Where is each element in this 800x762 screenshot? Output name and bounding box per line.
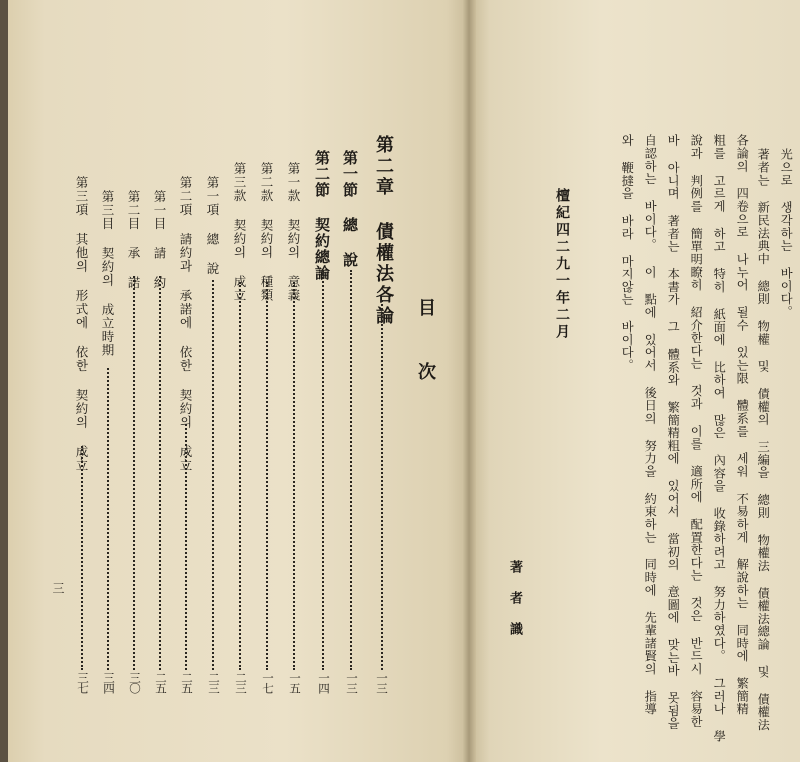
page-number: 三 bbox=[51, 582, 65, 594]
preface-date: 檀紀四二九一年二月 bbox=[554, 188, 570, 341]
preface-line: 와 鞭撻을 바라 마지않는 바이다。 bbox=[620, 134, 635, 372]
toc-leader-dots bbox=[322, 270, 324, 670]
toc-leader-dots bbox=[185, 424, 187, 670]
toc-page-number: 二五 bbox=[154, 672, 168, 693]
toc-page-number: 一三 bbox=[375, 672, 389, 693]
toc-leader-dots bbox=[81, 446, 83, 670]
preface-line: 著者는 新民法典中 總則 物權 및 債權의 三編을 總則 物權法 債權法總論 및 債權法 bbox=[756, 148, 771, 731]
toc-page-number: 二三 bbox=[207, 672, 221, 693]
toc-entry-label: 第二章 債權法各論 bbox=[373, 135, 394, 327]
toc-entry-label: 第二款 契約의 種類 bbox=[259, 162, 274, 302]
toc-leader-dots bbox=[381, 300, 383, 670]
toc-page-number: 一四 bbox=[317, 672, 331, 693]
toc-title: 目次 bbox=[415, 298, 436, 426]
toc-entry-label: 第二節 契約總論 bbox=[313, 150, 331, 281]
toc-entry-label: 第二項 請約과 承諾에 依한 契約의 成立 bbox=[178, 176, 193, 472]
toc-entry-label: 第三目 契約의 成立時期 bbox=[100, 190, 115, 357]
toc-leader-dots bbox=[107, 368, 109, 670]
toc-leader-dots bbox=[159, 276, 161, 670]
toc-page-number: 一七 bbox=[261, 672, 275, 693]
preface-line: 自認하는 바이다。 이 點에 있어서 後日의 努力을 約束하는 同時에 先輩諸賢의 指導 bbox=[643, 134, 658, 716]
toc-leader-dots bbox=[133, 276, 135, 670]
toc-entry-label: 第三項 其他의 形式에 依한 契約의 成立 bbox=[74, 176, 89, 472]
preface-line: 粗를 고르게 하고 特히 紙面에 比하여 많은 內容을 收錄하려고 努力하였다。 그러나 學 bbox=[712, 134, 727, 743]
book-edge bbox=[0, 0, 8, 762]
preface-signature: 著者識 bbox=[507, 560, 522, 653]
toc-entry-label: 第一項 總 說 bbox=[205, 176, 220, 276]
toc-leader-dots bbox=[266, 282, 268, 670]
toc-page-number: 三四 bbox=[102, 672, 116, 693]
toc-leader-dots bbox=[239, 282, 241, 670]
toc-entry-label: 第一款 契約의 意義 bbox=[286, 162, 301, 302]
preface-line: 說과 判例를 簡單明瞭히 紹介한다는 것과 이를 適所에 配置한다는 것은 반드시 容易한 bbox=[689, 134, 704, 728]
book-gutter bbox=[462, 0, 476, 762]
toc-entry-label: 第三款 契約의 成立 bbox=[232, 162, 247, 302]
preface-line: 바 아니며 著者는 本書가 그 體系와 繁簡精粗에 있어서 當初의 意圖에 맞는바 못됨을 bbox=[666, 134, 681, 730]
toc-leader-dots bbox=[293, 282, 295, 670]
toc-page-number: 三〇 bbox=[128, 672, 142, 693]
toc-entry-label: 第一節 總 說 bbox=[341, 150, 359, 268]
toc-entry-label: 第一目 請 約 bbox=[152, 190, 167, 290]
toc-page-number: 一三 bbox=[345, 672, 359, 693]
toc-page-number: 二五 bbox=[180, 672, 194, 693]
preface-line: 光으로 생각하는 바이다。 bbox=[779, 148, 794, 318]
toc-entry-label: 第二目 承 諾 bbox=[126, 190, 141, 290]
toc-leader-dots bbox=[212, 280, 214, 670]
toc-page-number: 三七 bbox=[76, 672, 90, 693]
toc-page-number: 一五 bbox=[288, 672, 302, 693]
toc-leader-dots bbox=[350, 270, 352, 670]
preface-line: 各論의 四卷으로 나누어 될수 있는限 體系를 세워 不易하게 解說하는 同時에 繁簡精 bbox=[735, 134, 750, 716]
toc-page-number: 二三 bbox=[234, 672, 248, 693]
